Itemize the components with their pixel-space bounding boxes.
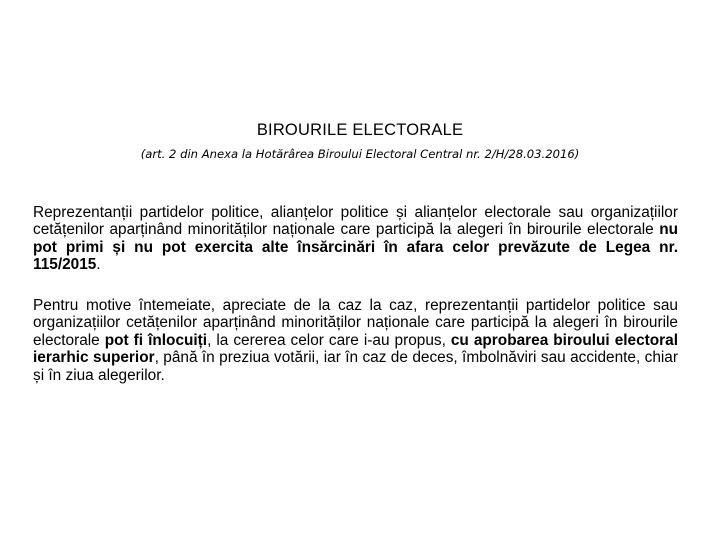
- paragraph-2-text-1: Pentru motive întemeiate, apreciate de la caz la caz, reprezentanții partidelor politice sau organizațiilor cetățenilor aparținând minorităților naționale care participă la alegeri în birourile electorale: [33, 297, 678, 349]
- paragraph-2-text-2: , la cererea celor care i-au propus,: [207, 331, 451, 349]
- paragraph-1: [33, 204, 678, 274]
- paragraph-2: [33, 297, 678, 384]
- slide-subtitle: (art. 2 din Anexa la Hotărârea Biroului Electoral Central nr. 2/H/28.03.2016): [140, 147, 580, 161]
- paragraph-2-bold-2: cu aprobarea biroului electoral ierarhic superior: [33, 331, 679, 367]
- paragraph-1-text-2: .: [96, 256, 101, 274]
- paragraph-1-bold-1: nu pot primi și nu pot exercita alte însărcinări în afara celor prevăzute de Legea nr. 115/2015: [33, 221, 678, 274]
- paragraph-2-bold-1: pot fi înlocuiți: [104, 331, 208, 349]
- paragraph-2-text-3: , până în preziua votării, iar în caz de deces, îmbolnăviri sau accidente, chiar și în ziua alegerilor.: [33, 349, 678, 384]
- paragraph-1-text-1: Reprezentanții partidelor politice, alianțelor politice și alianțelor electorale sau organizațiilor cetățenilor aparținând minorităților naționale care participă la alegeri în birourile electorale: [33, 204, 678, 239]
- slide-title: BIROURILE ELECTORALE: [256, 121, 464, 139]
